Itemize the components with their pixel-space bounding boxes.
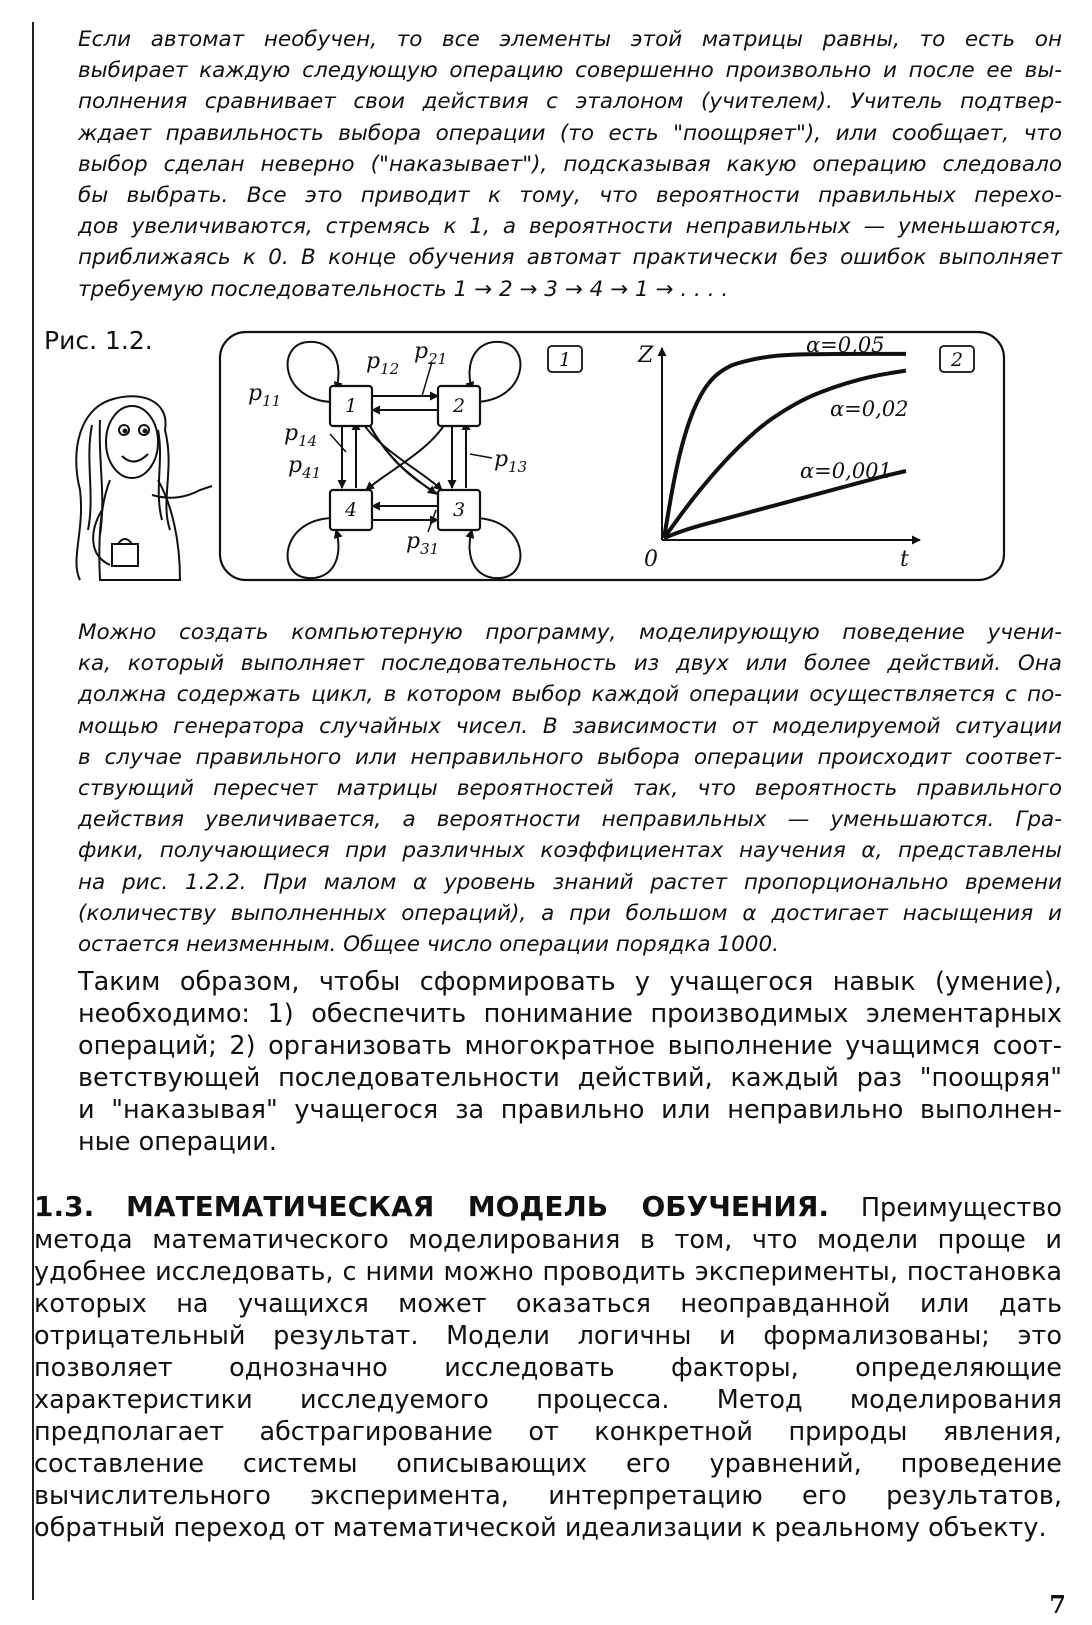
series-label-alpha-0-02: α=0,02 [830,397,909,421]
text-line: дов увеличиваются, стремясь к 1, а вероятности неправильных — уменьшаются, [78,214,1062,240]
text-line: должна содержать цикл, в котором выбор каждой операции осуществляется с по- [78,682,1062,708]
text-line: (количеству выполненных операций), а при большом α достигает насыщения и [78,900,1062,926]
text-line: мощью генератора случайных чисел. В зависимости от моделируемой ситуации [78,713,1062,739]
y-axis-label: Z [638,343,654,368]
label-p13: $p_{13}$ [494,447,528,476]
paragraph-program [34,617,1062,960]
text-line: в случае правильного или неправильного выбора операции происходит соответ- [78,744,1062,770]
paragraph-skill [34,966,1062,1158]
text-line: бы выбрать. Все это приводит к тому, что вероятности правильных перехо- [78,183,1062,209]
series-line-alpha-0-05 [664,354,906,538]
figure-svg [40,330,1070,618]
text-line: выбор сделан неверно ("наказывает"), подсказывая какую операцию следовало [78,151,1062,177]
badge-1-label: 1 [558,349,572,371]
text-line: ждает правильность выбора операции (то есть "поощряет"), или сообщает, что [78,120,1062,146]
section-title: МАТЕМАТИЧЕСКАЯ МОДЕЛЬ ОБУЧЕНИЯ. [126,1190,830,1223]
state-1-label: 1 [344,395,358,417]
text-line: Можно создать компьютерную программу, моделирующую поведение учени- [78,620,1062,645]
text-line: ствующий пересчет матрицы вероятностей так, что вероятность правильного [78,776,1062,802]
label-p31: $p_{31}$ [406,529,440,558]
text-line: и "наказывая" учащегося за правильно или неправильно выполнен- [78,1095,1062,1125]
series-label-alpha-0-001: α=0,001 [800,459,892,483]
label-p14: $p_{14}$ [284,421,318,450]
text-line: приближаясь к 0. В конце обучения автомат практически без ошибок выполняет [78,245,1062,271]
text-line: фики, получающиеся при различных коэффициентах научения α, представлены [78,838,1062,864]
section-number: 1.3. [34,1190,95,1223]
label-p11: $p_{11}$ [248,381,282,410]
state-4-label: 4 [344,499,358,521]
text-line: на рис. 1.2.2. При малом α уровень знаний растет пропорционально времени [78,869,1062,895]
state-2-label: 2 [452,395,466,417]
text-line: ветствующей последовательности действий, каждый раз "поощряя" [78,1063,1062,1093]
transition-diagram [248,339,582,578]
x-axis-label: t [900,547,909,572]
paragraph-automaton [34,24,1062,305]
text-line: требуемую последовательность 1 → 2 → 3 → 4 → 1 → . . . . [78,276,729,302]
label-p21: $p_{21}$ [414,339,448,368]
learning-curves-chart [637,333,974,572]
badge-2-label: 2 [950,349,964,371]
label-p12: $p_{12}$ [366,349,400,378]
text-line: операций; 2) организовать многократное выполнение учащимся соот- [78,1031,1062,1061]
self-loops [288,342,521,578]
text-line: необходимо: 1) обеспечить понимание производимых элементарных [78,999,1062,1029]
text-line: Таким образом, чтобы сформировать у учащегося навык (умение), [78,967,1062,997]
text-line: действия увеличивается, а вероятности неправильных — уменьшаются. Гра- [78,807,1062,833]
origin-label: 0 [644,547,658,572]
section-text: Преимущество метода математического моделирования в том, что модели проще и удобнее исследовать, с ними можно проводить эксперименты, постановка которых на учащихся может оказаться неоправданной или дать отрицательный результат. Модели логичны и формализованы; это позволяет однозначно исследовать факторы, определяющие характеристики исследуемого процесса. Метод моделирования предполагает абстрагирование от конкретной природы явления, составление системы описывающих его уравнений, проведение вычислительного эксперимента, интерпретацию его результатов, обратный переход от математической идеализации к реальному объекту. [34,1193,1063,1543]
figure-caption: Рис. 1.2. [44,326,153,355]
series-label-alpha-0-05: α=0,05 [806,333,885,357]
label-p41: $p_{41}$ [288,453,322,482]
text-line: Если автомат необучен, то все элементы этой матрицы равны, то есть он [78,27,1062,52]
girl-illustration [76,396,212,580]
figure-1-2 [40,330,1070,618]
page-number: 7 [1049,1590,1066,1619]
text-line: ные операции. [78,1127,277,1157]
state-3-label: 3 [452,499,466,521]
text-line: полнения сравнивает свои действия с эталоном (учителем). Учитель подтвер- [78,89,1062,115]
text-line: ка, который выполняет последовательность из двух или более действий. Она [78,651,1062,677]
section-1-3 [34,1191,1062,1544]
text-line: выбирает каждую следующую операцию совершенно произвольно и после ее вы- [78,58,1062,84]
text-line: остается неизменным. Общее число операции порядка 1000. [78,932,779,958]
